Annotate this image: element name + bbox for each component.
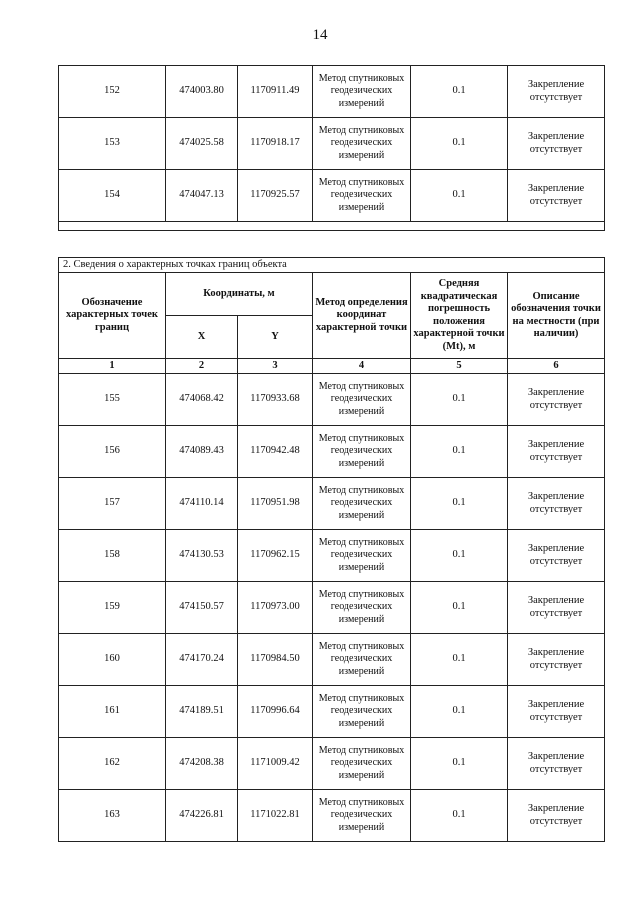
point-id-cell: 161: [59, 686, 166, 738]
point-id-cell: 157: [59, 478, 166, 530]
description-cell: Закрепление отсутствует: [508, 118, 605, 170]
point-id-cell: 160: [59, 634, 166, 686]
coord-x-cell: 474110.14: [166, 478, 238, 530]
point-id-cell: 156: [59, 426, 166, 478]
coord-y-cell: 1171022.81: [238, 790, 313, 842]
accuracy-cell: 0.1: [411, 738, 508, 790]
table-row: [59, 686, 605, 738]
header-method: Метод определения координат характерной точки: [313, 273, 411, 359]
description-cell: Закрепление отсутствует: [508, 170, 605, 222]
header-x: X: [166, 316, 238, 359]
column-number: 6: [508, 359, 605, 374]
column-number: 5: [411, 359, 508, 374]
coord-x-cell: 474226.81: [166, 790, 238, 842]
description-cell: Закрепление отсутствует: [508, 478, 605, 530]
table-row: [59, 118, 605, 170]
method-cell: Метод спутниковых геодезических измерений: [313, 374, 411, 426]
table-spacer-row: [59, 222, 605, 231]
accuracy-cell: 0.1: [411, 478, 508, 530]
header-description: Описание обозначения точки на местности (при наличии): [508, 273, 605, 359]
method-cell: Метод спутниковых геодезических измерений: [313, 170, 411, 222]
coord-y-cell: 1171009.42: [238, 738, 313, 790]
point-id-cell: 162: [59, 738, 166, 790]
boundary-points-table-body: [59, 374, 605, 842]
description-cell: Закрепление отсутствует: [508, 686, 605, 738]
table-row: [59, 478, 605, 530]
method-cell: Метод спутниковых геодезических измерений: [313, 686, 411, 738]
accuracy-cell: 0.1: [411, 582, 508, 634]
description-cell: Закрепление отсутствует: [508, 426, 605, 478]
accuracy-cell: 0.1: [411, 426, 508, 478]
coord-y-cell: 1170962.15: [238, 530, 313, 582]
method-cell: Метод спутниковых геодезических измерений: [313, 790, 411, 842]
coord-y-cell: 1170951.98: [238, 478, 313, 530]
coord-y-cell: 1170973.00: [238, 582, 313, 634]
coord-x-cell: 474150.57: [166, 582, 238, 634]
column-number: 2: [166, 359, 238, 374]
method-cell: Метод спутниковых геодезических измерений: [313, 478, 411, 530]
method-cell: Метод спутниковых геодезических измерений: [313, 634, 411, 686]
coord-x-cell: 474130.53: [166, 530, 238, 582]
coord-x-cell: 474068.42: [166, 374, 238, 426]
accuracy-cell: 0.1: [411, 118, 508, 170]
table-row: [59, 790, 605, 842]
header-accuracy: Средняя квадратическая погрешность положения характерной точки (Mt), м: [411, 273, 508, 359]
boundary-points-table: [58, 257, 605, 842]
page-number: 14: [312, 27, 328, 43]
point-id-cell: 154: [59, 170, 166, 222]
section-title: 2. Сведения о характерных точках границ объекта: [59, 258, 605, 273]
header-coordinates: Координаты, м: [166, 273, 313, 316]
method-cell: Метод спутниковых геодезических измерений: [313, 738, 411, 790]
header-y: Y: [238, 316, 313, 359]
point-id-cell: 159: [59, 582, 166, 634]
coord-x-cell: 474003.80: [166, 66, 238, 118]
coord-x-cell: 474189.51: [166, 686, 238, 738]
header-row-1: [59, 273, 605, 316]
header-designation: Обозначение характерных точек границ: [59, 273, 166, 359]
method-cell: Метод спутниковых геодезических измерений: [313, 426, 411, 478]
coord-y-cell: 1170942.48: [238, 426, 313, 478]
table-row: [59, 738, 605, 790]
table-row: [59, 374, 605, 426]
section-title-row: [59, 258, 605, 273]
coord-y-cell: 1170911.49: [238, 66, 313, 118]
accuracy-cell: 0.1: [411, 66, 508, 118]
coord-y-cell: 1170933.68: [238, 374, 313, 426]
coord-x-cell: 474047.13: [166, 170, 238, 222]
accuracy-cell: 0.1: [411, 686, 508, 738]
point-id-cell: 153: [59, 118, 166, 170]
method-cell: Метод спутниковых геодезических измерений: [313, 530, 411, 582]
points-table-continued-body: [59, 66, 605, 222]
accuracy-cell: 0.1: [411, 530, 508, 582]
coord-x-cell: 474089.43: [166, 426, 238, 478]
point-id-cell: 155: [59, 374, 166, 426]
description-cell: Закрепление отсутствует: [508, 66, 605, 118]
table-row: [59, 426, 605, 478]
accuracy-cell: 0.1: [411, 790, 508, 842]
table-row: [59, 66, 605, 118]
method-cell: Метод спутниковых геодезических измерений: [313, 582, 411, 634]
description-cell: Закрепление отсутствует: [508, 582, 605, 634]
column-number: 1: [59, 359, 166, 374]
coord-y-cell: 1170996.64: [238, 686, 313, 738]
coord-y-cell: 1170925.57: [238, 170, 313, 222]
description-cell: Закрепление отсутствует: [508, 530, 605, 582]
accuracy-cell: 0.1: [411, 374, 508, 426]
method-cell: Метод спутниковых геодезических измерений: [313, 66, 411, 118]
point-id-cell: 152: [59, 66, 166, 118]
coord-y-cell: 1170918.17: [238, 118, 313, 170]
point-id-cell: 163: [59, 790, 166, 842]
coord-x-cell: 474208.38: [166, 738, 238, 790]
points-table-continued: [58, 65, 605, 231]
table-row: [59, 170, 605, 222]
coord-x-cell: 474170.24: [166, 634, 238, 686]
description-cell: Закрепление отсутствует: [508, 634, 605, 686]
table-row: [59, 634, 605, 686]
coord-y-cell: 1170984.50: [238, 634, 313, 686]
point-id-cell: 158: [59, 530, 166, 582]
table-row: [59, 530, 605, 582]
accuracy-cell: 0.1: [411, 634, 508, 686]
accuracy-cell: 0.1: [411, 170, 508, 222]
table-row: [59, 582, 605, 634]
coord-x-cell: 474025.58: [166, 118, 238, 170]
description-cell: Закрепление отсутствует: [508, 374, 605, 426]
column-numbers-row: [59, 359, 605, 374]
column-number: 4: [313, 359, 411, 374]
description-cell: Закрепление отсутствует: [508, 738, 605, 790]
column-number: 3: [238, 359, 313, 374]
description-cell: Закрепление отсутствует: [508, 790, 605, 842]
method-cell: Метод спутниковых геодезических измерений: [313, 118, 411, 170]
